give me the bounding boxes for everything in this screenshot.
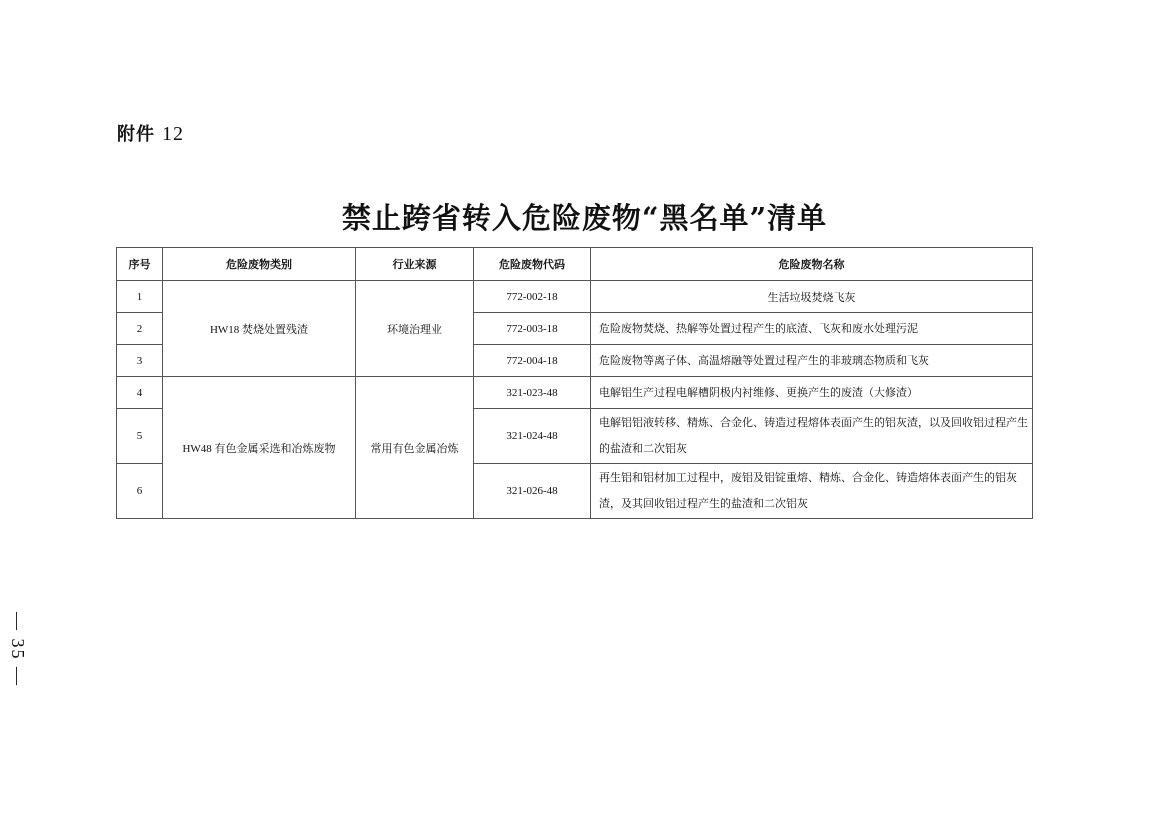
cell-waste-name: 危险废物焚烧、热解等处置过程产生的底渣、飞灰和废水处理污泥 <box>591 313 1033 345</box>
header-source: 行业来源 <box>356 248 474 281</box>
cell-serial: 2 <box>117 313 163 345</box>
cell-code: 772-002-18 <box>474 281 591 313</box>
cell-serial: 1 <box>117 281 163 313</box>
cell-waste-name: 再生铝和铝材加工过程中，废铝及铝锭重熔、精炼、合金化、铸造熔体表面产生的铝灰渣，及其回收铝过程产生的盐渣和二次铝灰 <box>591 464 1033 519</box>
cell-source: 常用有色金属冶炼 <box>356 377 474 519</box>
cell-category: HW18 焚烧处置残渣 <box>163 281 356 377</box>
cell-category: HW48 有色金属采选和冶炼废物 <box>163 377 356 519</box>
header-name: 危险废物名称 <box>591 248 1033 281</box>
cell-code: 772-003-18 <box>474 313 591 345</box>
cell-code: 321-023-48 <box>474 377 591 409</box>
document-title: 禁止跨省转入危险废物“黑名单”清单 <box>341 201 828 235</box>
cell-waste-name: 生活垃圾焚烧飞灰 <box>591 281 1033 313</box>
header-serial: 序号 <box>117 248 163 281</box>
cell-serial: 4 <box>117 377 163 409</box>
attachment-label-text: 附件 <box>117 124 155 145</box>
cell-waste-name: 电解铝生产过程电解槽阴极内衬维修、更换产生的废渣（大修渣） <box>591 377 1033 409</box>
table-row <box>117 377 1033 409</box>
cell-waste-name: 危险废物等离子体、高温熔融等处置过程产生的非玻璃态物质和飞灰 <box>591 345 1033 377</box>
cell-waste-name: 电解铝铝液转移、精炼、合金化、铸造过程熔体表面产生的铝灰渣，以及回收铝过程产生的盐渣和二次铝灰 <box>591 409 1033 464</box>
cell-code: 772-004-18 <box>474 345 591 377</box>
cell-serial: 6 <box>117 464 163 519</box>
cell-source: 环境治理业 <box>356 281 474 377</box>
header-code: 危险废物代码 <box>474 248 591 281</box>
cell-code: 321-026-48 <box>474 464 591 519</box>
attachment-number: 12 <box>162 123 185 145</box>
header-category: 危险废物类别 <box>163 248 356 281</box>
table-header-row <box>117 248 1033 281</box>
attachment-label <box>117 120 184 146</box>
table-row <box>117 281 1033 313</box>
cell-code: 321-024-48 <box>474 409 591 464</box>
blacklist-table <box>116 247 1033 519</box>
cell-serial: 5 <box>117 409 163 464</box>
cell-serial: 3 <box>117 345 163 377</box>
page-number: — 35 — <box>8 612 28 687</box>
